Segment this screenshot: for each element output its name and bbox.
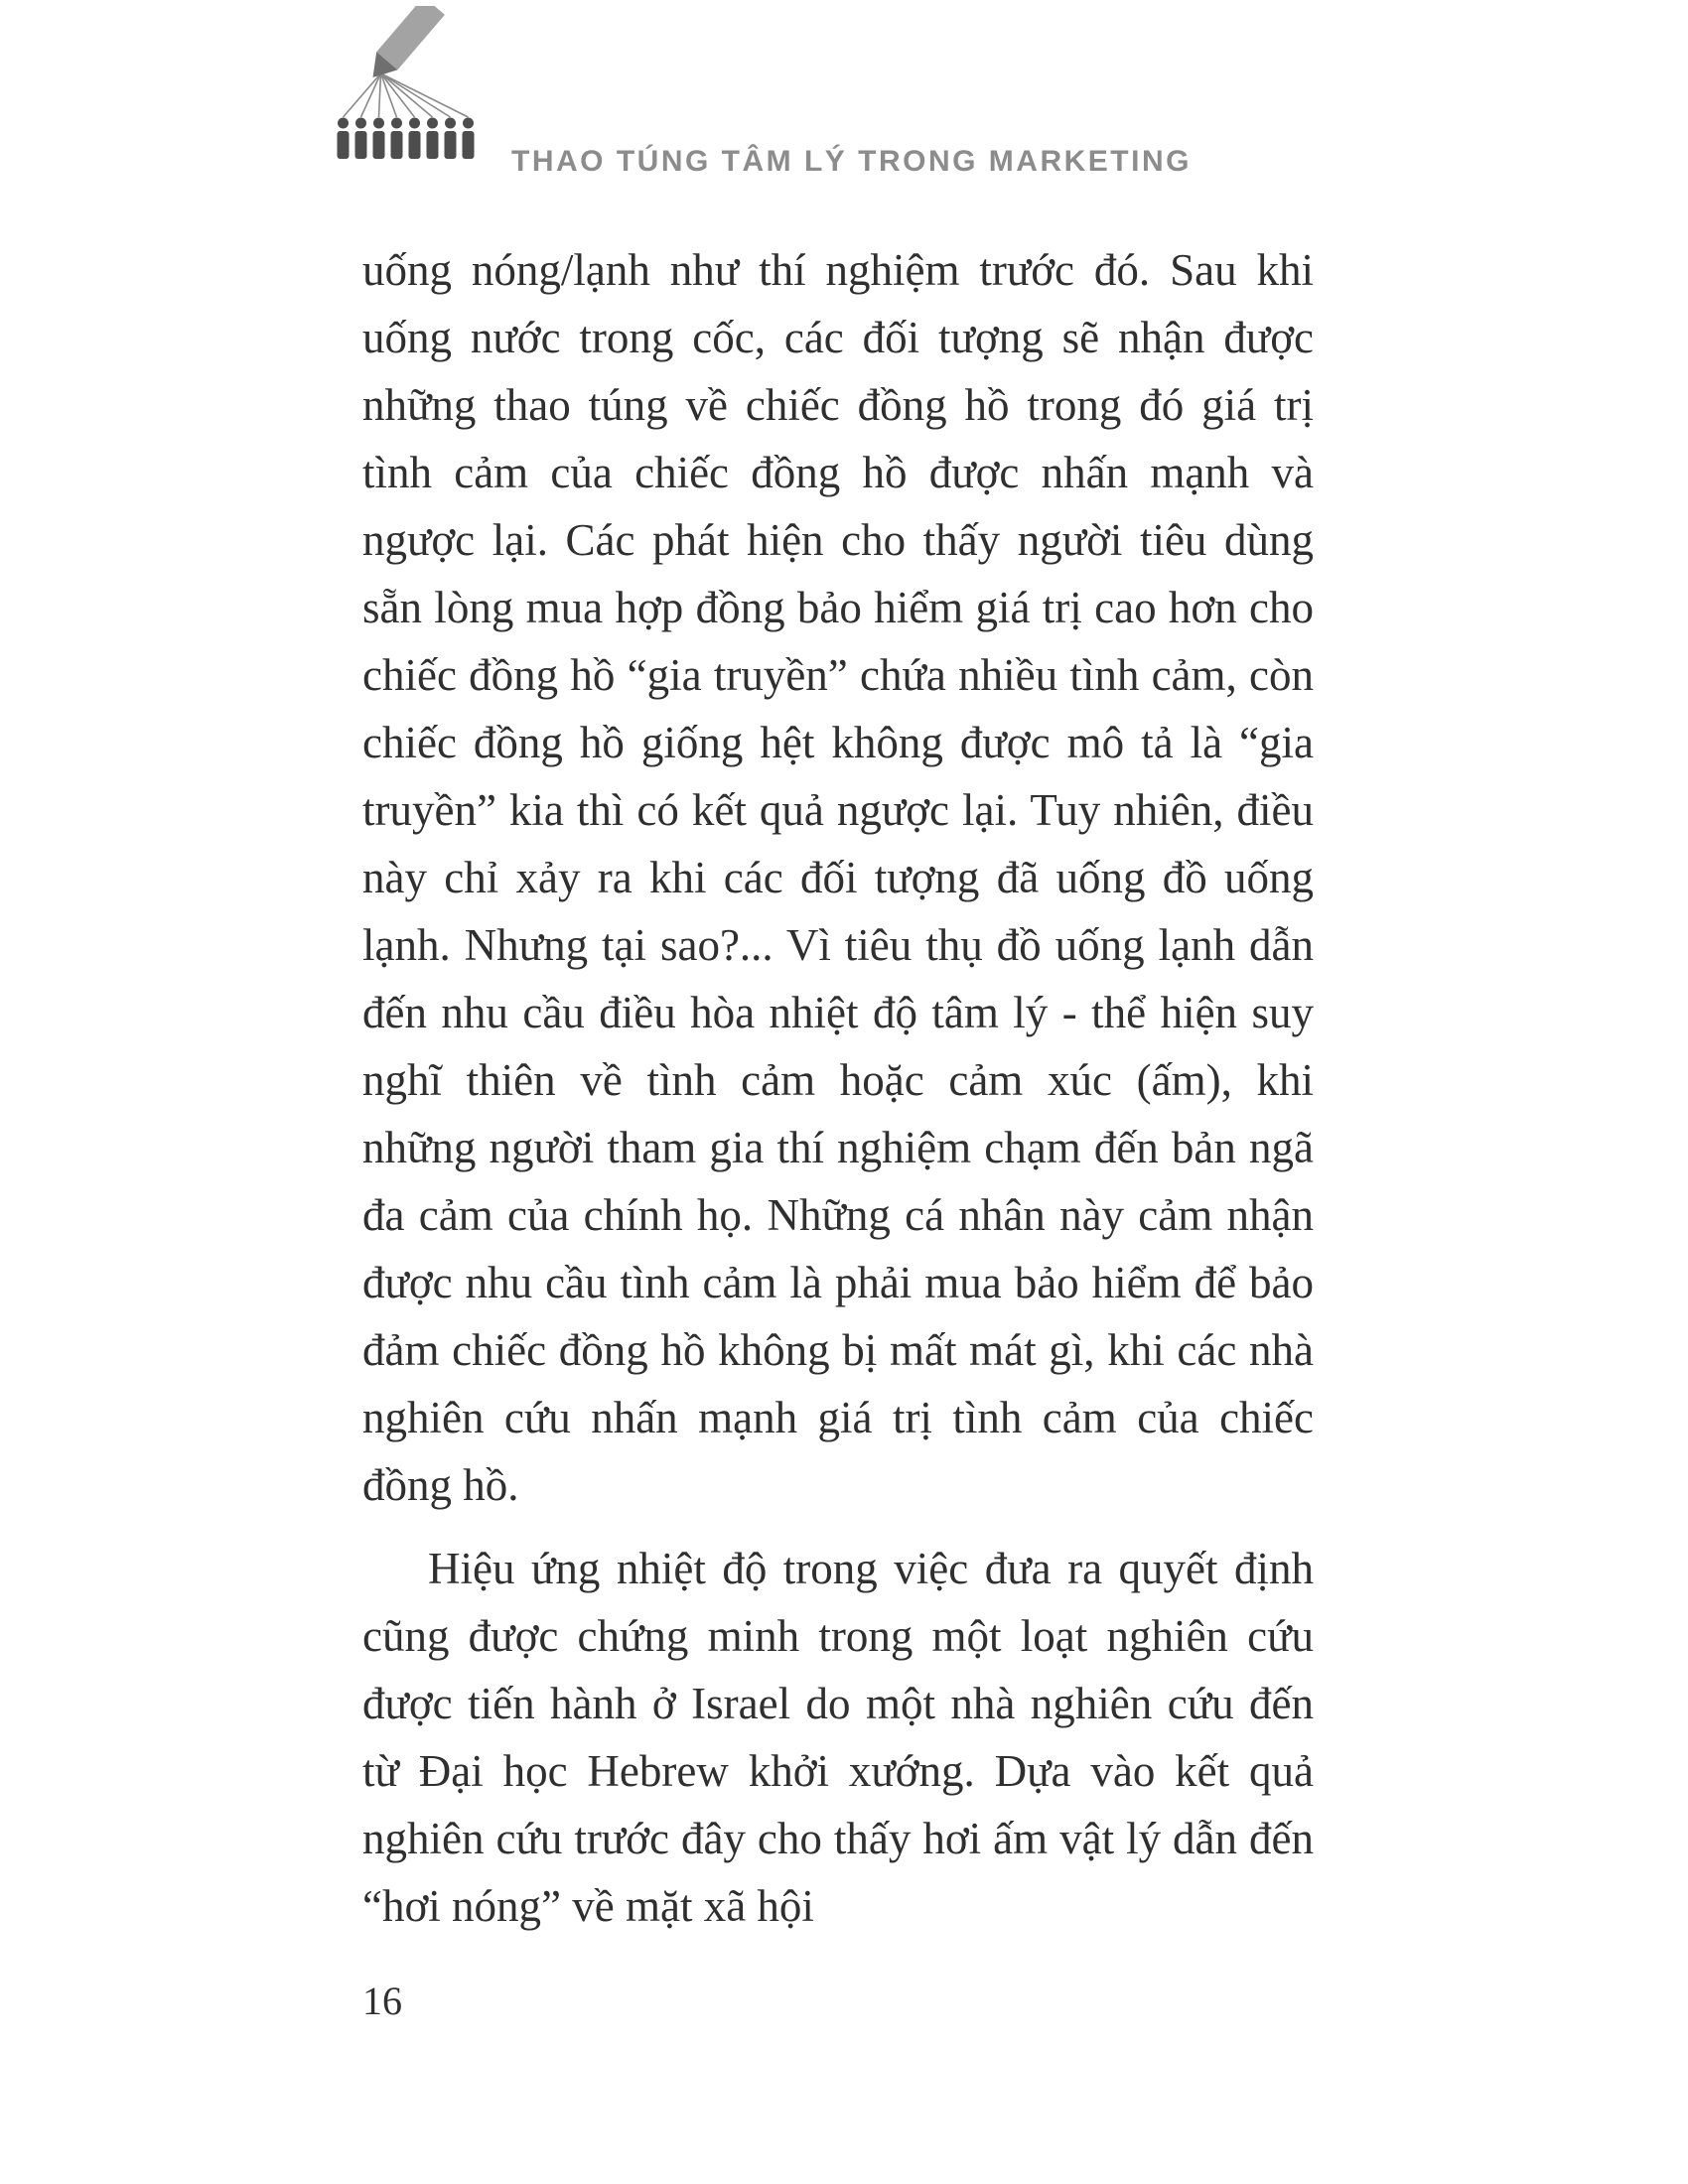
page-number: 16 (362, 1979, 402, 2023)
body-text (362, 236, 1314, 1940)
running-head-title: THAO TÚNG TÂM LÝ TRONG MARKETING (511, 145, 1192, 178)
pencil-marionette-icon (333, 6, 487, 205)
paragraph: uống nóng/lạnh như thí nghiệm trước đó. Sau khi uống nước trong cốc, các đối tượng sẽ nhận được những thao túng về chiếc đồng hồ trong đó giá trị tình cảm của chiếc đồng hồ được nhấn mạnh và ngược lại. Các phát hiện cho thấy người tiêu dùng sẵn lòng mua hợp đồng bảo hiểm giá trị cao hơn cho chiếc đồng hồ “gia truyền” chứa nhiều tình cảm, còn chiếc đồng hồ giống hệt không được mô tả là “gia truyền” kia thì có kết quả ngược lại. Tuy nhiên, điều này chỉ xảy ra khi các đối tượng đã uống đồ uống lạnh. Nhưng tại sao?... Vì tiêu thụ đồ uống lạnh dẫn đến nhu cầu điều hòa nhiệt độ tâm lý - thể hiện suy nghĩ thiên về tình cảm hoặc cảm xúc (ấm), khi những người tham gia thí nghiệm chạm đến bản ngã đa cảm của chính họ. Những cá nhân này cảm nhận được nhu cầu tình cảm là phải mua bảo hiểm để bảo đảm chiếc đồng hồ không bị mất mát gì, khi các nhà nghiên cứu nhấn mạnh giá trị tình cảm của chiếc đồng hồ. (362, 245, 1314, 1510)
paragraph: Hiệu ứng nhiệt độ trong việc đưa ra quyết định cũng được chứng minh trong một loạt nghiên cứu được tiến hành ở Israel do một nhà nghiên cứu đến từ Đại học Hebrew khởi xướng. Dựa vào kết quả nghiên cứu trước đây cho thấy hơi ấm vật lý dẫn đến “hơi nóng” về mặt xã hội (362, 1544, 1314, 1931)
